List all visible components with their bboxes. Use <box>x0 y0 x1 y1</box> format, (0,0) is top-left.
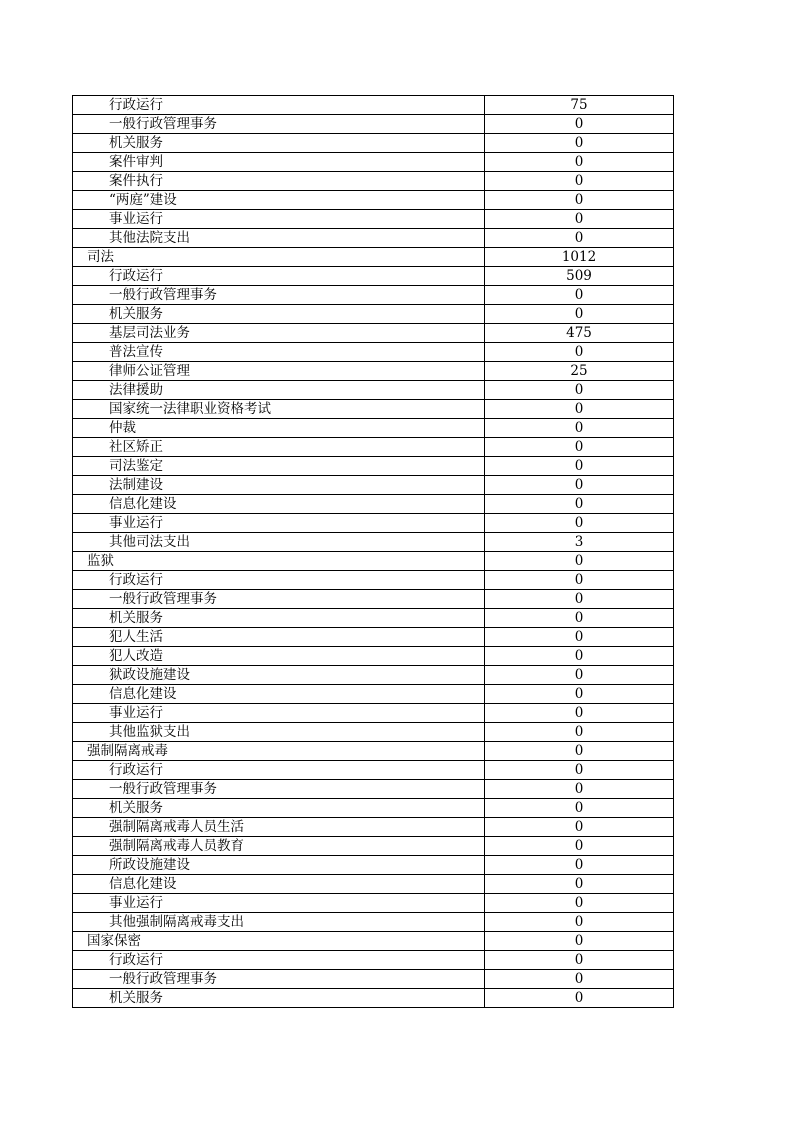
table-row <box>73 191 674 210</box>
item-name-cell: 其他司法支出 <box>73 533 485 551</box>
item-name-cell: 犯人生活 <box>73 628 485 646</box>
item-amount-cell: 0 <box>485 818 674 836</box>
item-amount-cell: 0 <box>485 875 674 893</box>
table-row <box>73 172 674 191</box>
item-amount-cell: 0 <box>485 932 674 950</box>
table-row <box>73 153 674 172</box>
item-amount-cell: 0 <box>485 286 674 304</box>
table-row <box>73 286 674 305</box>
table-row <box>73 514 674 533</box>
table-row <box>73 115 674 134</box>
item-name-cell: 其他监狱支出 <box>73 723 485 741</box>
item-amount-cell: 0 <box>485 666 674 684</box>
table-row <box>73 875 674 894</box>
item-amount-cell: 0 <box>485 305 674 323</box>
item-amount-cell: 0 <box>485 210 674 228</box>
table-row <box>73 818 674 837</box>
table-row <box>73 419 674 438</box>
table-row <box>73 609 674 628</box>
item-name-cell: 案件审判 <box>73 153 485 171</box>
table-row <box>73 780 674 799</box>
table-row <box>73 913 674 932</box>
item-amount-cell: 0 <box>485 894 674 912</box>
table-row <box>73 628 674 647</box>
item-amount-cell: 0 <box>485 343 674 361</box>
item-name-cell: 所政设施建设 <box>73 856 485 874</box>
table-row <box>73 704 674 723</box>
item-amount-cell: 0 <box>485 989 674 1007</box>
item-amount-cell: 0 <box>485 381 674 399</box>
table-row <box>73 590 674 609</box>
item-name-cell: 基层司法业务 <box>73 324 485 342</box>
item-name-cell: 狱政设施建设 <box>73 666 485 684</box>
table-row <box>73 685 674 704</box>
table-row <box>73 723 674 742</box>
item-amount-cell: 0 <box>485 438 674 456</box>
item-name-cell: 强制隔离戒毒人员教育 <box>73 837 485 855</box>
item-name-cell: 事业运行 <box>73 210 485 228</box>
item-name-cell: 信息化建设 <box>73 495 485 513</box>
table-row <box>73 134 674 153</box>
item-amount-cell: 0 <box>485 191 674 209</box>
item-amount-cell: 25 <box>485 362 674 380</box>
item-amount-cell: 0 <box>485 609 674 627</box>
item-amount-cell: 0 <box>485 476 674 494</box>
table-row <box>73 457 674 476</box>
item-name-cell: “两庭”建设 <box>73 191 485 209</box>
item-name-cell: 一般行政管理事务 <box>73 115 485 133</box>
item-amount-cell: 0 <box>485 419 674 437</box>
item-amount-cell: 0 <box>485 457 674 475</box>
item-name-cell: 事业运行 <box>73 894 485 912</box>
item-name-cell: 法律援助 <box>73 381 485 399</box>
item-amount-cell: 0 <box>485 799 674 817</box>
table-row <box>73 989 674 1008</box>
table-row <box>73 552 674 571</box>
table-row <box>73 267 674 286</box>
item-name-cell: 律师公证管理 <box>73 362 485 380</box>
item-name-cell: 司法鉴定 <box>73 457 485 475</box>
item-name-cell: 机关服务 <box>73 989 485 1007</box>
item-amount-cell: 0 <box>485 134 674 152</box>
item-amount-cell: 0 <box>485 628 674 646</box>
item-name-cell: 行政运行 <box>73 761 485 779</box>
item-amount-cell: 1012 <box>485 248 674 266</box>
table-row <box>73 647 674 666</box>
table-row <box>73 761 674 780</box>
item-amount-cell: 0 <box>485 685 674 703</box>
table-row <box>73 799 674 818</box>
table-row <box>73 343 674 362</box>
table-row <box>73 856 674 875</box>
item-amount-cell: 475 <box>485 324 674 342</box>
item-name-cell: 机关服务 <box>73 305 485 323</box>
item-name-cell: 机关服务 <box>73 134 485 152</box>
item-name-cell: 一般行政管理事务 <box>73 590 485 608</box>
item-amount-cell: 0 <box>485 780 674 798</box>
item-name-cell: 社区矫正 <box>73 438 485 456</box>
item-amount-cell: 0 <box>485 495 674 513</box>
item-amount-cell: 0 <box>485 723 674 741</box>
item-name-cell: 行政运行 <box>73 267 485 285</box>
item-name-cell: 信息化建设 <box>73 685 485 703</box>
item-name-cell: 强制隔离戒毒人员生活 <box>73 818 485 836</box>
table-row <box>73 970 674 989</box>
item-amount-cell: 0 <box>485 913 674 931</box>
item-name-cell: 机关服务 <box>73 799 485 817</box>
table-row <box>73 229 674 248</box>
table-row <box>73 96 674 115</box>
item-amount-cell: 0 <box>485 856 674 874</box>
item-name-cell: 案件执行 <box>73 172 485 190</box>
item-name-cell: 事业运行 <box>73 514 485 532</box>
table-row <box>73 894 674 913</box>
item-name-cell: 强制隔离戒毒 <box>73 742 485 760</box>
table-row <box>73 438 674 457</box>
item-amount-cell: 0 <box>485 647 674 665</box>
item-name-cell: 国家统一法律职业资格考试 <box>73 400 485 418</box>
table-row <box>73 666 674 685</box>
item-amount-cell: 0 <box>485 951 674 969</box>
item-amount-cell: 0 <box>485 153 674 171</box>
item-amount-cell: 0 <box>485 172 674 190</box>
table-row <box>73 362 674 381</box>
item-amount-cell: 0 <box>485 761 674 779</box>
item-name-cell: 仲裁 <box>73 419 485 437</box>
item-name-cell: 信息化建设 <box>73 875 485 893</box>
item-name-cell: 其他法院支出 <box>73 229 485 247</box>
item-name-cell: 司法 <box>73 248 485 266</box>
table-row <box>73 951 674 970</box>
item-amount-cell: 0 <box>485 115 674 133</box>
table-row <box>73 533 674 552</box>
budget-table <box>72 95 674 1008</box>
item-amount-cell: 75 <box>485 96 674 114</box>
item-name-cell: 一般行政管理事务 <box>73 286 485 304</box>
item-name-cell: 行政运行 <box>73 96 485 114</box>
table-row <box>73 495 674 514</box>
item-amount-cell: 0 <box>485 400 674 418</box>
item-name-cell: 国家保密 <box>73 932 485 950</box>
table-row <box>73 571 674 590</box>
item-amount-cell: 3 <box>485 533 674 551</box>
item-name-cell: 普法宣传 <box>73 343 485 361</box>
item-amount-cell: 0 <box>485 970 674 988</box>
table-row <box>73 324 674 343</box>
table-row <box>73 381 674 400</box>
table-row <box>73 248 674 267</box>
item-amount-cell: 0 <box>485 704 674 722</box>
item-amount-cell: 0 <box>485 514 674 532</box>
table-row <box>73 210 674 229</box>
table-row <box>73 932 674 951</box>
item-name-cell: 一般行政管理事务 <box>73 780 485 798</box>
item-amount-cell: 0 <box>485 552 674 570</box>
item-name-cell: 其他强制隔离戒毒支出 <box>73 913 485 931</box>
item-amount-cell: 0 <box>485 229 674 247</box>
item-name-cell: 犯人改造 <box>73 647 485 665</box>
item-name-cell: 行政运行 <box>73 951 485 969</box>
table-row <box>73 400 674 419</box>
item-name-cell: 机关服务 <box>73 609 485 627</box>
item-name-cell: 行政运行 <box>73 571 485 589</box>
item-amount-cell: 0 <box>485 590 674 608</box>
item-name-cell: 法制建设 <box>73 476 485 494</box>
item-name-cell: 监狱 <box>73 552 485 570</box>
table-row <box>73 476 674 495</box>
item-amount-cell: 0 <box>485 837 674 855</box>
item-name-cell: 事业运行 <box>73 704 485 722</box>
item-amount-cell: 0 <box>485 742 674 760</box>
item-amount-cell: 509 <box>485 267 674 285</box>
item-name-cell: 一般行政管理事务 <box>73 970 485 988</box>
table-row <box>73 837 674 856</box>
table-row <box>73 742 674 761</box>
item-amount-cell: 0 <box>485 571 674 589</box>
table-row <box>73 305 674 324</box>
